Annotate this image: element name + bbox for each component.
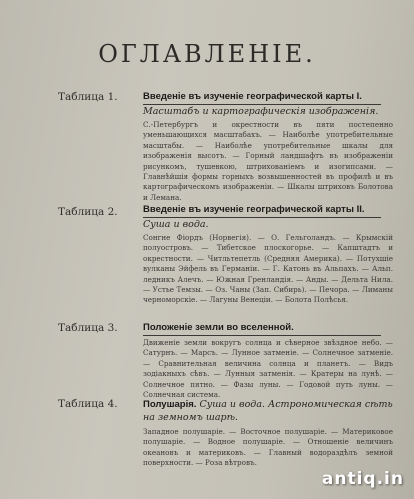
toc-title: Введеніе въ изученіе географической карты I. [143,91,362,102]
toc-description: Западное полушаріе. — Восточное полушаріе. — Материковое полушаріе. — Водное полушаріе. — Отношеніе величинъ океановъ и материковъ. — Главный водораздѣлъ земной поверхности. — Роза вѣтровъ. [143,427,393,468]
toc-label: Таблица 1. [58,91,118,103]
toc-label: Таблица 2. [58,206,118,218]
toc-title: Положеніе земли во вселенной. [143,322,294,333]
toc-title: Введеніе въ изученіе географической карты II. [143,204,365,215]
page-heading: ОГЛАВЛЕНІЕ. [98,40,316,68]
title-underline [143,335,381,336]
toc-label: Таблица 4. [58,398,118,410]
watermark-logo: antiq.in [321,469,404,489]
title-underline [143,104,381,105]
toc-subtitle: Масштабъ и картографическія изображенія. [143,106,379,117]
toc-title: Полушарія. [143,399,197,410]
title-underline [143,217,381,218]
toc-subtitle: Суша и вода. Астрономическая сѣть на земномъ шарѣ. [143,399,393,423]
toc-subtitle: Суша и вода. [143,219,209,230]
toc-description: Движеніе земли вокругъ солнца и сѣверное звѣздное небо. — Сатурнъ. — Марсъ. — Лунное затменіе. — Солнечное затменіе. — Сравнительная величина солнца и планетъ. — Видъ зодіакныхъ сѣвъ. — Лунныя затменія. — Кратеры на лунѣ. — Солнечное пятно. — Фазы луны. — Годовой путь луны. — Солнечная система. [143,338,393,400]
toc-label: Таблица 3. [58,322,118,334]
toc-title-line [143,398,393,424]
toc-description: С.-Петербургъ и окрестности въ пяти постепенно уменьшающихся масштабахъ. — Наиболѣе употребительные масштабы. — Наиболѣе употребительные шкалы для изображенія высотъ. — Горный ландшафтъ въ изображеніи рисункомъ, тушевкою, штрихованіемъ и изогипсами. — Главнѣйшія формы горныхъ возвышенностей въ профилѣ и въ картографическомъ изображеніи. — Шкалы штриховъ Болотова и Лемана. [143,120,393,202]
toc-description: Сонгне Фіордъ (Норвегія). — О. Гельголандъ. — Крымскій полуостровъ. — Тибетское плоскогорье. — Капштадтъ и окрестности. — Читльтепетль (Средняя Америка). — Потухшіе вулканы Эйфель въ Германіи. — Г. Катонь въ Альпахъ. — Альп. ледникъ Алечъ. — Южная Гренландія. — Анды. — Дельта Нила. — Устье Темзы. — Оз. Чаны (Зап. Сибирь). — Печора. — Лиманы черноморскіе. — Лагуны Венеціи. — Болота Полѣсья. [143,233,393,305]
